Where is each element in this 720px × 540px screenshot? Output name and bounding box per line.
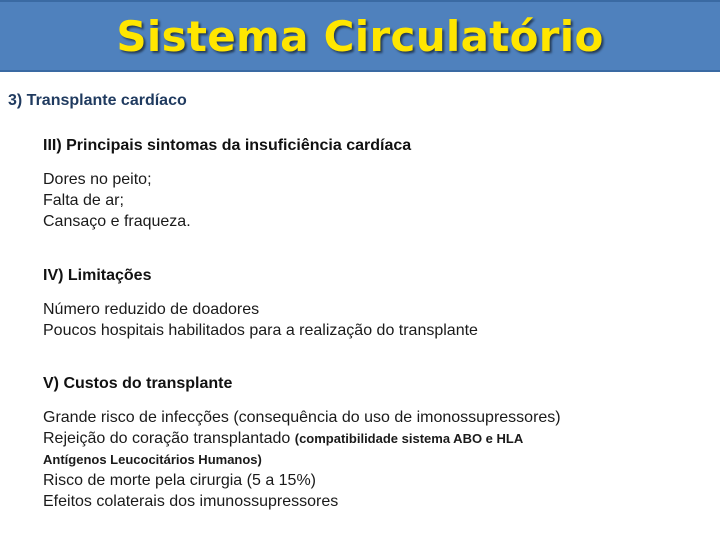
section-heading: 3) Transplante cardíaco: [8, 92, 187, 109]
cost-item-rejection-note: (compatibilidade sistema ABO e HLA: [294, 431, 524, 446]
cost-item: Risco de morte pela cirurgia (5 a 15%): [43, 472, 317, 489]
cost-item-rejection-main: Rejeição do coração transplantado: [43, 430, 291, 447]
limitations-block: [43, 267, 713, 341]
symptom-item: Cansaço e fraqueza.: [43, 213, 191, 230]
slide-title: Sistema Circulatório: [116, 11, 604, 61]
title-banner: [0, 0, 720, 72]
symptom-item: Dores no peito;: [43, 171, 152, 188]
costs-heading: V) Custos do transplante: [43, 375, 233, 392]
symptoms-heading: III) Principais sintomas da insuficiência cardíaca: [43, 137, 412, 154]
cost-item-rejection-note-cont: Antígenos Leucocitários Humanos): [43, 452, 262, 467]
cost-item: Grande risco de infecções (consequência do uso de imonossupressores): [43, 409, 561, 426]
costs-block: [43, 375, 713, 512]
cost-item: Efeitos colaterais dos imunossupressores: [43, 493, 339, 510]
limitation-item: Poucos hospitais habilitados para a realização do transplante: [43, 322, 478, 339]
limitation-item: Número reduzido de doadores: [43, 301, 260, 318]
cost-item-rejection: [43, 428, 713, 449]
symptom-item: Falta de ar;: [43, 192, 124, 209]
limitations-heading: IV) Limitações: [43, 267, 152, 284]
symptoms-block: [43, 137, 713, 232]
